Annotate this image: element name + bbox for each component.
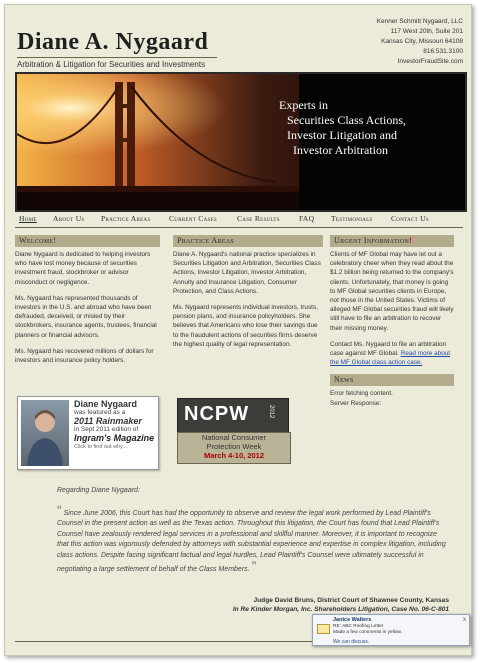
testimonial-quote — [57, 502, 449, 575]
testimonial-quote-text: Since June 2006, this Court has had the opportunity to observe and review the legal work performed by Lead Plaintiff's Counsel in the present action as well as the Texas action. Throughout this litigation, the Court has found that Lead Plaintiff's Counsel have zealously rendered legal services in a professional and skillful manner. Moreover, it is important to recognize that this action was vigorously defended by attorneys with substantial experience and expertise in complex litigation, including class actions. Despite facing significant factual and legal hurdles, Lead Plaintiff's Counsel were ultimately successful in negotiating a large settlement of behalf of the Class Members. — [57, 510, 446, 574]
nav-about-us[interactable]: About Us — [53, 214, 85, 223]
hero-headline — [279, 98, 439, 158]
news-heading: News — [330, 374, 454, 386]
ingram-cta: Click to find out why... — [74, 443, 128, 450]
close-icon[interactable]: x — [463, 617, 466, 623]
urgent-paragraph-2-text: Contact Ms. Nygaard to file an arbitration case against MF Global. — [330, 340, 447, 358]
site-tagline: Arbitration & Litigation for Securities and Investments — [17, 60, 206, 69]
welcome-paragraph-3: Ms. Nygaard has recovered millions of dollars for investors and insurance policy holders. — [15, 347, 154, 365]
ncpw-line-1: National Consumer — [201, 433, 267, 442]
urgent-information-section — [330, 235, 454, 408]
testimonial-intro: Regarding Diane Nygaard: — [57, 487, 140, 494]
practice-areas-section — [173, 235, 323, 356]
firm-name: Kenner Schmitt Nygaard, LLC — [376, 18, 463, 25]
practice-paragraph-1: Diane A. Nygaard's national practice specializes in Securities Litigation and Arbitration, Securities Class Actions, Investor Litigation, Investor Arbitration, Annuity and Insurance Litigation, Consumer Protection, and Class Actions. — [173, 251, 321, 295]
page — [4, 4, 472, 656]
welcome-section — [15, 235, 160, 372]
ncpw-dates: March 4-10, 2012 — [203, 451, 265, 460]
notification-subject: RE: ABC Roofing Letter — [333, 624, 384, 629]
website-link[interactable]: InvestorFraudSite.com — [397, 58, 463, 65]
urgent-heading-text: Urgent Information — [334, 236, 410, 245]
testimonial-attribution — [57, 596, 449, 614]
welcome-paragraph-2: Ms. Nygaard has represented thousands of investors in the U.S. and abroad who have been defrauded, deceived, or misled by their stockbrokers, insurance agents, trustees, financial planners or financial advisors. — [15, 294, 157, 339]
practice-areas-heading: Practice Areas — [173, 235, 323, 247]
urgent-heading — [330, 235, 454, 247]
nav-contact-us[interactable]: Contact Us — [391, 214, 429, 223]
nav-faq[interactable]: FAQ — [299, 214, 315, 223]
nav-testimonials[interactable]: Testimonials — [331, 214, 373, 223]
street-address: 117 West 20th, Suite 201 — [390, 28, 463, 35]
mf-global-read-more-link[interactable]: Read more about the MF Global class action case. — [330, 350, 451, 367]
welcome-paragraph-1: Diane Nygaard is dedicated to helping investors who have lost money because of securities investment fraud, stockbroker or advisor misconduct or negligence. — [15, 251, 151, 286]
firm-address — [377, 17, 463, 67]
envelope-icon — [317, 624, 330, 634]
ingram-featured-text: was featured as a — [74, 408, 126, 416]
diane-nygaard-photo — [21, 400, 69, 466]
judge-name: Judge David Bruns, District Court of Shawnee County, Kansas — [253, 597, 449, 604]
close-quote-icon: ” — [251, 558, 257, 575]
ingram-name: Diane Nygaard — [74, 399, 138, 409]
main-navigation — [15, 211, 463, 228]
ingram-edition: in Sept 2011 edition of — [74, 425, 139, 433]
welcome-heading: Welcome! — [15, 235, 160, 247]
notification-message: Made a few comments in yellow. — [333, 630, 403, 635]
nav-home[interactable]: Home — [19, 214, 37, 223]
nav-case-results[interactable]: Case Results — [237, 214, 280, 223]
urgent-paragraph-2 — [330, 340, 454, 368]
exclamation-icon: ! — [409, 236, 413, 245]
ncpw-logo-text: NCPW — [184, 403, 250, 425]
title-divider — [17, 57, 217, 58]
hero-line-4: Investor Arbitration — [293, 143, 388, 157]
phone-number: 816.531.3100 — [423, 48, 463, 55]
site-title[interactable]: Diane A. Nygaard — [17, 29, 209, 55]
person-portrait-icon — [21, 400, 69, 466]
hero-line-1: Experts in — [279, 98, 328, 112]
hero-banner — [15, 72, 467, 212]
notification-sender: Janice Walters — [333, 617, 372, 623]
ncpw-line-2: Protection Week — [206, 442, 262, 451]
news-server-response: Server Response: — [330, 399, 382, 407]
open-quote-icon: “ — [57, 502, 62, 518]
ingram-award: 2011 Rainmaker — [74, 416, 142, 426]
practice-paragraph-2: Ms. Nygaard represents individual investors, trusts, pension plans, and insurance policyholders. She believes that Americans who lose their savings due to the fraudulent actions of securities firms deserve the highest quality of legal representation. — [173, 304, 318, 348]
hero-line-3: Investor Litigation and — [287, 128, 397, 142]
case-citation: In Re Kinder Morgan, Inc. Shareholders Litigation, Case No. 06-C-801 — [232, 606, 449, 613]
notification-actions: We can discuss. — [333, 639, 370, 645]
city-state-zip: Kansas City, Missouri 64108 — [381, 38, 463, 45]
email-notification-popup[interactable] — [312, 614, 470, 646]
nav-current-cases[interactable]: Current Cases — [169, 214, 218, 223]
ingram-badge-text — [74, 400, 156, 451]
urgent-paragraph-1: Clients of MF Global may have let out a celebratory cheer when they read about the $1.2 billion being returned to the company's clients. Unfortunately, that money is going to MF Global securities clients in Europe, not those in the United States. Victims of alleged MF Global securities fraud will likely still have to file an arbitration to recover their missing money. — [330, 251, 454, 332]
ingram-rainmaker-badge[interactable] — [17, 396, 159, 470]
news-error-text: Error fetching content. — [330, 390, 393, 398]
ingram-magazine: Ingram's Magazine — [74, 433, 155, 443]
nav-practice-areas[interactable]: Practice Areas — [101, 214, 151, 223]
ncpw-year: 2012 — [268, 405, 274, 419]
hero-line-2: Securities Class Actions, — [287, 113, 406, 127]
ncpw-caption — [177, 432, 291, 464]
